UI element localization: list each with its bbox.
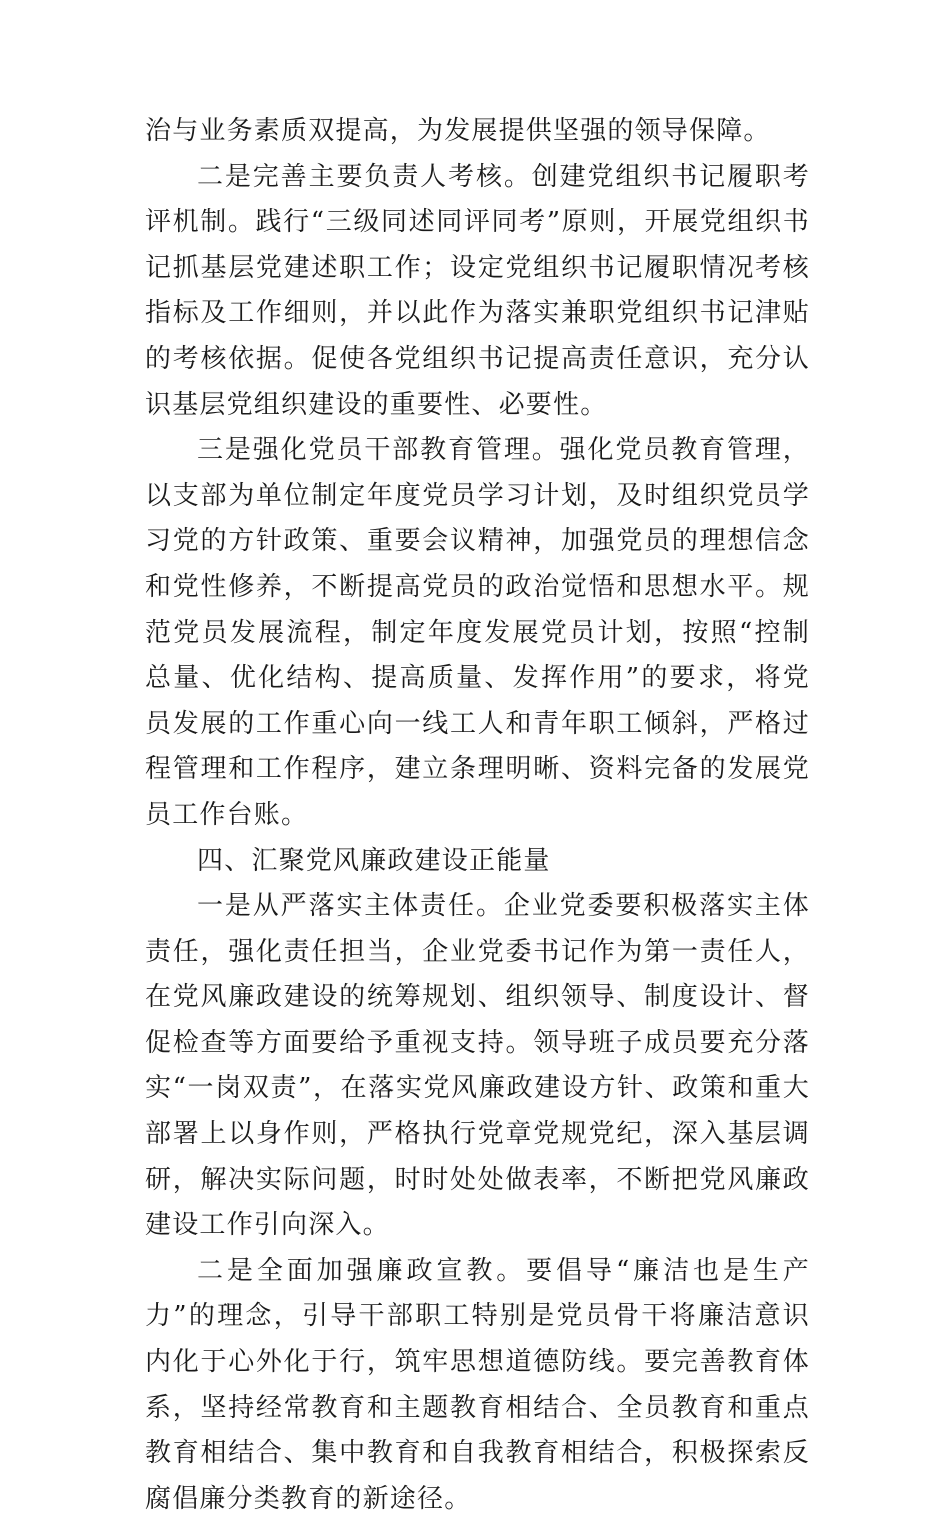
paragraph-integrity-education: 二是全面加强廉政宣教。要倡导“廉洁也是生产力”的理念，引导干部职工特别是党员骨干将廉洁意识内化于心外化于行，筑牢思想道德防线。要完善教育体系，坚持经常教育和主题教育相结合、全员教育和重点教育相结合、集中教育和自我教育相结合，积极探索反腐倡廉分类教育的新途径。 — [145, 1255, 810, 1514]
paragraph-main-responsibility: 一是从严落实主体责任。企业党委要积极落实主体责任，强化责任担当，企业党委书记作为第一责任人，在党风廉政建设的统筹规划、组织领导、制度设计、督促检查等方面要给予重视支持。领导班子成员要充分落实“一岗双责”，在落实党风廉政建设方针、政策和重大部署上以身作则，严格执行党章党规党纪，深入基层调研，解决实际问题，时时处处做表率，不断把党风廉政建设工作引向深入。 — [145, 891, 810, 1241]
paragraph-principal-assessment: 二是完善主要负责人考核。创建党组织书记履职考评机制。践行“三级同述同评同考”原则，开展党组织书记抓基层党建述职工作；设定党组织书记履职情况考核指标及工作细则，并以此作为落实兼职党组织书记津贴的考核依据。促使各党组织书记提高责任意识，充分认识基层党组织建设的重要性、必要性。 — [145, 161, 810, 420]
document-body — [145, 109, 810, 1522]
section-heading-integrity: 四、汇聚党风廉政建设正能量 — [197, 845, 551, 876]
paragraph-continuation: 治与业务素质双提高，为发展提供坚强的领导保障。 — [145, 116, 771, 146]
paragraph-member-education: 三是强化党员干部教育管理。强化党员教育管理，以支部为单位制定年度党员学习计划，及时组织党员学习党的方针政策、重要会议精神，加强党员的理想信念和党性修养，不断提高党员的政治觉悟和思想水平。规范党员发展流程，制定年度发展党员计划，按照“控制总量、优化结构、提高质量、发挥作用”的要求，将党员发展的工作重心向一线工人和青年职工倾斜，严格过程管理和工作程序，建立条理明晰、资料完备的发展党员工作台账。 — [145, 435, 810, 830]
